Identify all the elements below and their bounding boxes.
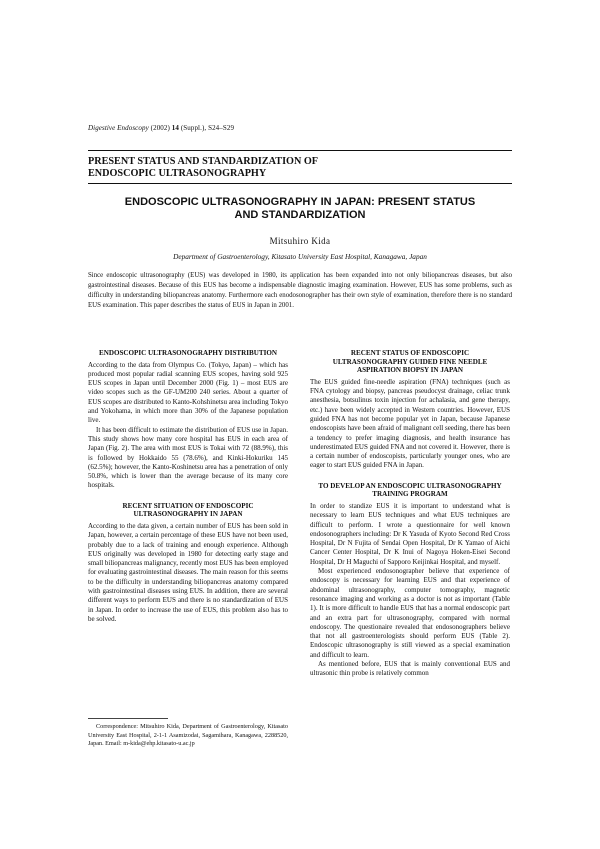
paragraph: The EUS guided fine-needle aspiration (FNA) techniques (such as FNA cytology and biopsy, pancreas pseudocyst drainage, celiac trunk anesthesia, botsulinus toxin injection for achalasia, and gene therapy, etc.) have been widely accepted in Western countries. However, EUS guided FNA has not become popular yet in Japan, because Japanese endoscopists have been afraid of malignant cell seeding, there has been a tendency to prefer imaging diagnosis, and health insurance has underestimated EUS guided FNA and not covered it. However, there is a certain number of endoscopists, particularly younger ones, who are eager to start EUS guided FNA in Japan. [310, 377, 510, 470]
correspondence-footnote [88, 718, 288, 749]
journal-details-pre: (2002) [148, 124, 172, 132]
paragraph: It has been difficult to estimate the distribution of EUS use in Japan. This study shows how many core hospital has EUS in each area of Japan (Fig. 2). The area with most EUS is Tokai with 72 (88.9%), this is followed by Hokkaido 55 (78.6%), and Kinki-Hokuriku 145 (62.5%); however, the Kanto-Koshinetsu area has a penetration of only 50.8%, which is lower than the average because of its many core hospitals. [88, 425, 288, 490]
journal-citation [88, 124, 234, 132]
title-line: ENDOSCOPIC ULTRASONOGRAPHY IN JAPAN: PRESENT STATUS [124, 196, 476, 208]
section-heading-recent-situation: RECENT SITUATION OF ENDOSCOPIC ULTRASONOGRAPHY IN JAPAN [122, 501, 254, 519]
title-line: AND STANDARDIZATION [234, 209, 366, 221]
paragraph: According to the data from Olympus Co. (Tokyo, Japan) – which has produced most popular radial scanning EUS scopes, having sold 925 EUS scopes in Japan until December 2000 (Fig. 1) – most EUS are video scopes such as the GF-UM200 240 series. About a quarter of EUS scopes are distributed to Kanto-Kohshinetsu area including Tokyo and Yokohama, in which more than 30% of the Japanese population live. [88, 360, 289, 425]
journal-name: Digestive Endoscopy [88, 124, 149, 132]
author-affiliation: Department of Gastroenterology, Kitasato University East Hospital, Kanagawa, Japan [173, 252, 427, 261]
section-heading-line: PRESENT STATUS AND STANDARDIZATION OF [88, 156, 319, 167]
paragraph: As mentioned before, EUS that is mainly conventional EUS and ultrasonic thin probe is relatively common [310, 659, 510, 678]
right-column [310, 349, 510, 679]
left-column [88, 349, 288, 624]
footnote-text: Correspondence: Mitsuhiro Kida, Department of Gastroenterology, Kitasato University East Hospital, 2-1-1 Asamizodai, Sagamihara, Kanagawa, 2288520, Japan. Email: m-kida@ehp.kitasato-u.ac.jp [88, 723, 288, 747]
top-rule [88, 150, 512, 151]
article-title [100, 196, 500, 222]
paragraph: Most experienced endosonographer believe that experience of endoscopy is necessary for learning EUS and that experience of abdominal ultrasonography, computer tomography, magnetic resonance imaging and working as a doctor is not as important (Table 1). It is more difficult to handle EUS that has a normal endoscopic part and an extra part for ultrasonography, compared with normal endoscopy. The questionaire revealed that endosonographers believe that not all gastroenterologists should perform EUS (Table 2). Endoscopic ultrasonography is still viewed as a special examination and difficult to learn. [310, 567, 510, 659]
paragraph: According to the data given, a certain number of EUS has been sold in Japan, however, a certain percentage of these EUS have not been used, probably due to a lack of training and enough experience. Although EUS originally was developed in 1980 for detecting early stage and small biliopancreas malignancy, recently most EUS has been employed for evaluating gastrointestinal diseases. The main reason for this seems to be the difficulty in understanding biliopancreas anatomy compared with gastrointestinal diseases using EUS. In addition, there are several different ways to perform EUS and there is no standardization of EUS in Japan. In order to increase the use of EUS, this problem also has to be solved. [88, 521, 288, 623]
journal-volume: 14 [171, 124, 179, 132]
author-name: Mitsuhiro Kida [269, 236, 331, 246]
journal-details-post: (Suppl.), S24–S29 [178, 124, 235, 132]
abstract: Since endoscopic ultrasonography (EUS) was developed in 1980, its application has been expanded into not only biliopancreas diseases, but also gastrointestinal diseases. Because of this EUS has become a indispensable diagnostic imaging examination. However, EUS has some problems, such as difficulty in understanding biliopancreas anatomy. Furthermore each enodosonographer has their own style of examination, therefore there is no standard EUS examination. This paper describes the status of EUS in Japan in 2001. [88, 272, 512, 309]
paragraph: In order to standize EUS it is important to understand what is necessary to learn EUS techniques and what EUS techniques are difficult to perform. I wrote a questionnaire for well known endosonographers including: Dr K Yasuda of Kyoto Second Red Cross Hospital, Dr N Fujita of Sendai Open Hospital, Dr K Yamao of Aichi Cancer Center Hospital, Dr K Inui of Nagoya Hoken-Eisei Second Hospital, Dr H Maguchi of Sapporo Keijinkai Hospital, and myself. [310, 501, 510, 566]
section-heading-fna-status: RECENT STATUS OF ENDOSCOPIC ULTRASONOGRAPHY GUIDED FINE NEEDLE ASPIRATION BIOPSY IN JAPAN [332, 349, 488, 375]
section-heading-eus-distribution: ENDOSCOPIC ULTRASONOGRAPHY DISTRIBUTION [98, 349, 278, 357]
section-heading [88, 156, 508, 180]
section-rule [88, 183, 512, 184]
section-heading-training-program: TO DEVELOP AN ENDOSCOPIC ULTRASONOGRAPHY TRAINING PROGRAM [318, 481, 502, 499]
section-heading-line: ENDOSCOPIC ULTRASONOGRAPHY [88, 168, 267, 179]
footnote-rule [88, 718, 168, 719]
